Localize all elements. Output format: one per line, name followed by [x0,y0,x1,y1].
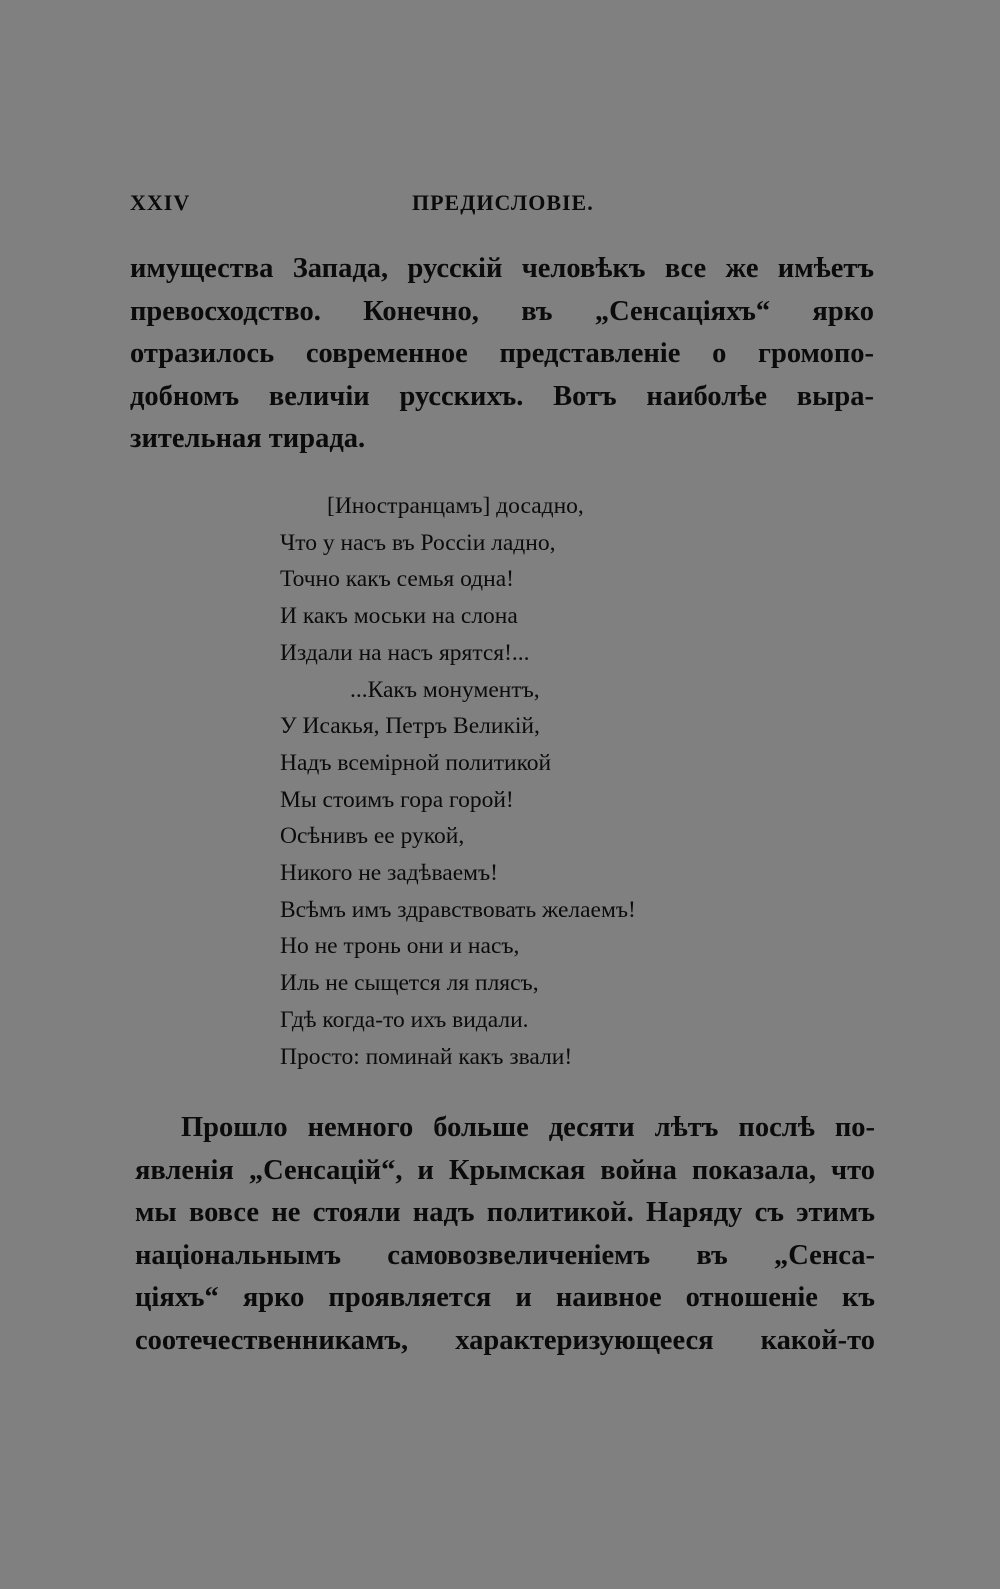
poem-line: Просто: поминай какъ звали! [280,1043,573,1070]
poem-line: Издали на насъ ярятся!... [280,639,530,666]
running-head [130,190,875,220]
text-line: явленія „Сенсацій“, и Крымская война показала, что [135,1154,875,1186]
text-line: ціяхъ“ ярко проявляется и наивное отношеніе къ [135,1282,875,1313]
paragraph-2 [135,1107,875,1362]
text-line: зительная тирада. [130,423,366,454]
page-number: XXIV [130,190,191,215]
text-line: отразилось современное представленіе о громопо- [130,338,874,369]
poem-line: У Исакья, Петръ Великій, [280,713,540,740]
poem-line: Но не тронь они и насъ, [280,933,520,960]
poem-line: Точно какъ семья одна! [280,566,514,593]
poem-line: Гдѣ когда-то ихъ видали. [280,1006,529,1033]
text-line: національнымъ самовозвеличеніемъ въ „Сенса- [135,1239,875,1271]
poem-line: Осѣнивъ ее рукой, [280,823,465,850]
poem-line: ...Какъ монументъ, [350,676,540,703]
text-line: Прошло немного больше десяти лѣтъ послѣ по- [181,1112,875,1143]
poem-line: И какъ моськи на слона [280,603,518,630]
poem-line: Всѣмъ имъ здравствовать желаемъ! [280,896,636,923]
paragraph-1 [130,248,874,461]
poem-line: Надъ всемірной политикой [280,749,552,776]
poem-line: Что у насъ въ Россіи ладно, [280,529,556,556]
text-line: имущества Запада, русскій человѣкъ все же имѣетъ [130,253,874,284]
text-line: добномъ величіи русскихъ. Вотъ наиболѣе выра- [130,380,874,412]
running-title: ПРЕДИСЛОВІЕ. [412,190,594,215]
poem-quote [280,488,760,1075]
text-line: мы вовсе не стояли надъ политикой. Наряду съ этимъ [135,1197,875,1228]
poem-line: [Иностранцамъ] досадно, [327,493,584,519]
poem-line: Иль не сыщется ля плясъ, [280,970,539,997]
text-line: соотечественникамъ, характеризующееся какой-то [135,1324,875,1356]
poem-line: Мы стоимъ гора горой! [280,786,514,813]
text-line: превосходство. Конечно, въ „Сенсаціяхъ“ ярко [130,295,874,327]
poem-line: Никого не задѣваемъ! [280,860,499,887]
